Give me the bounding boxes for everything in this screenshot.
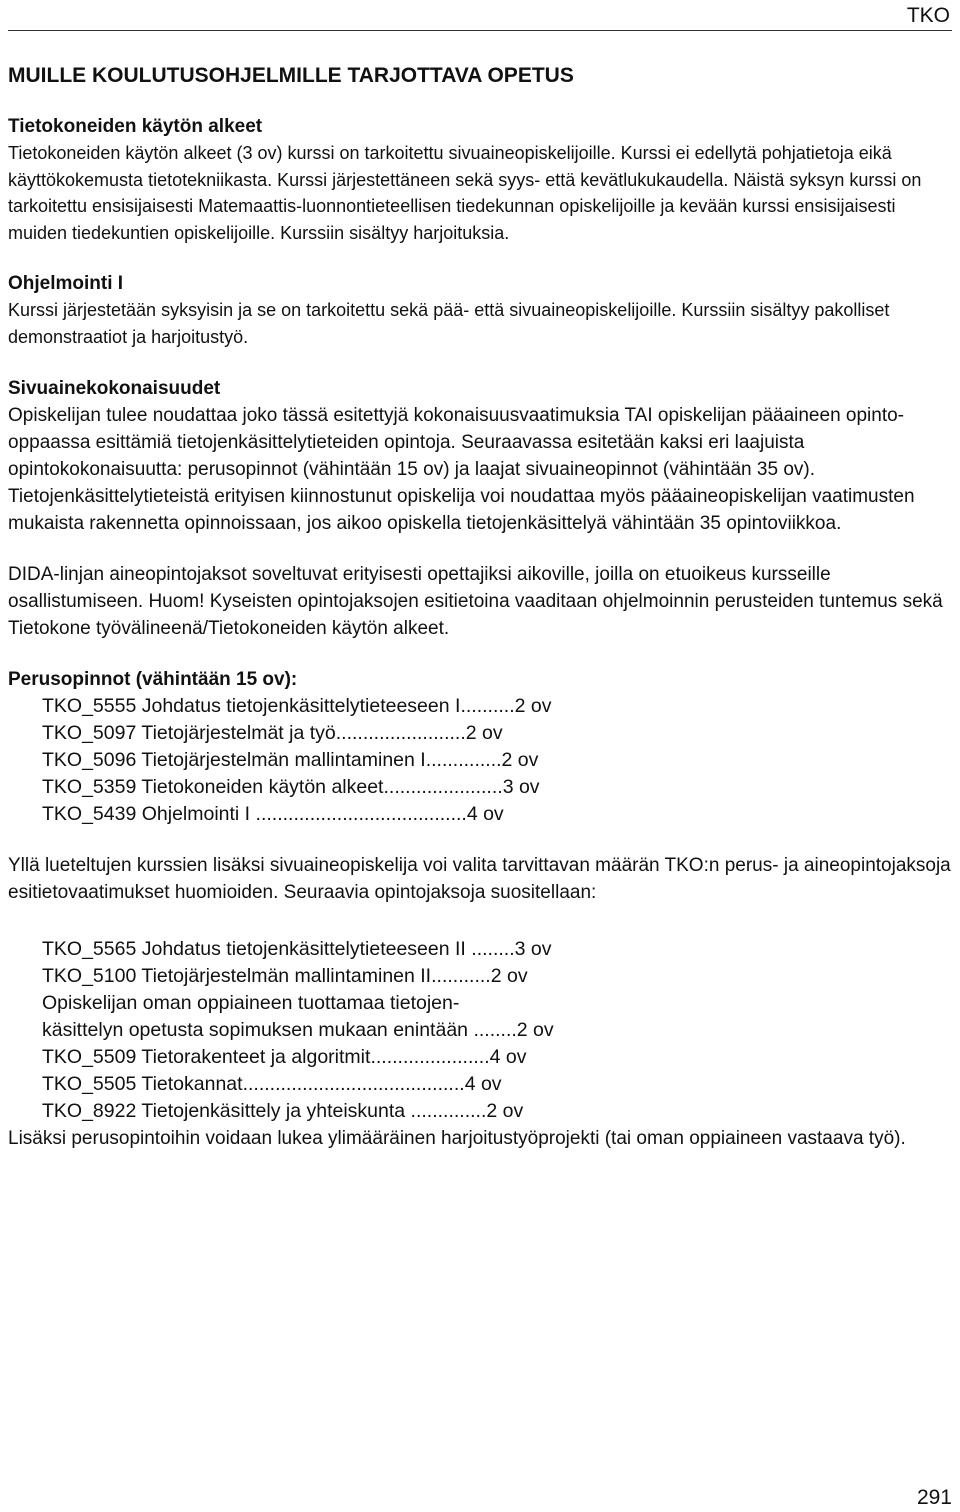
- section-paragraph-minor-studies: Opiskelijan tulee noudattaa joko tässä esitettyjä kokonaisuusvaatimuksia TAI opiskelijan pääaineen opinto-oppaassa esittämiä tietojenkäsittelytieteiden opintoja. Seuraavassa esitetään kaksi eri laajuista opintokokonaisuutta: perusopinnot (vähintään 15 ov) ja laajat sivuaineopinnot (vähintään 35 ov). Tietojenkäsittelytieteistä erityisen kiinnostunut opiskelija voi noudattaa myös pääaineopiskelijan vaatimusten mukaista rakennetta opinnoissaan, jos aikoo opiskella tietojenkäsittelyä vähintään 35 opintoviikkoa.: [8, 404, 915, 534]
- additional-courses-paragraph: Yllä lueteltujen kurssien lisäksi sivuaineopiskelija voi valita tarvittavan määrän TKO:n perus- ja aineopintojaksoja esitietovaatimukset huomioiden. Seuraavia opintojaksoja suositellaan:: [8, 854, 951, 903]
- list-item: [42, 1044, 952, 1071]
- recommended-courses-list: [8, 936, 952, 1125]
- list-item: [42, 1071, 952, 1098]
- leader-dots: ...........: [431, 964, 491, 987]
- course-credits: 2 ov: [490, 964, 528, 987]
- leader-dots: ..............: [425, 748, 502, 771]
- course-name: Opiskelijan oman oppiaineen tuottamaa tietojen-: [42, 991, 460, 1014]
- page-number: 291: [916, 1486, 952, 1509]
- course-credits: 2 ov: [516, 1018, 554, 1041]
- course-credits: 4 ov: [464, 1072, 502, 1095]
- course-credits: 2 ov: [501, 748, 539, 771]
- course-credits: 3 ov: [514, 937, 552, 960]
- section-paragraph-programming: Kurssi järjestetään syksyisin ja se on tarkoitettu sekä pää- että sivuaineopiskelijoille. Kurssiin sisältyy pakolliset demonstraatiot ja harjoitustyö.: [8, 300, 890, 347]
- leader-dots: ......................: [383, 775, 503, 798]
- leader-dots: .........................................: [242, 1072, 465, 1095]
- course-credits: 4 ov: [489, 1045, 527, 1068]
- document-body: [8, 62, 952, 1152]
- list-item: [42, 693, 952, 720]
- section-paragraph-basics: Tietokoneiden käytön alkeet (3 ov) kurssi on tarkoitettu sivuaineopiskelijoille. Kurssi ei edellytä pohjatietoja eikä käyttökokemusta tietotekniikasta. Kurssi järjestettäneen sekä syys- että kevätlukukaudella. Näistä syksyn kurssi on tarkoitettu ensisijaisesti Matemaattis-luonnontieteellisen tiedekunnan opiskelijoille ja kevään kurssi ensisijaisesti muiden tiedekuntien opiskelijoille. Kurssiin sisältyy harjoituksia.: [8, 143, 922, 243]
- leader-dots: .......................................: [255, 802, 467, 825]
- course-name: TKO_5509 Tietorakenteet ja algoritmit: [42, 1045, 371, 1068]
- course-name: TKO_5565 Johdatus tietojenkäsittelytieteeseen II: [42, 937, 472, 960]
- basic-studies-title: Perusopinnot (vähintään 15 ov):: [8, 668, 298, 690]
- list-item: [42, 774, 952, 801]
- course-name: TKO_5100 Tietojärjestelmän mallintaminen II: [42, 964, 432, 987]
- course-name: TKO_5555 Johdatus tietojenkäsittelytieteeseen I: [42, 694, 461, 717]
- list-item: [42, 720, 952, 747]
- document-title: MUILLE KOULUTUSOHJELMILLE TARJOTTAVA OPETUS: [8, 64, 574, 87]
- leader-dots: ......................: [370, 1045, 490, 1068]
- closing-paragraph: Lisäksi perusopintoihin voidaan lukea ylimääräinen harjoitustyöprojekti (tai oman oppiaineen vastaava työ).: [8, 1127, 906, 1149]
- course-name: TKO_5097 Tietojärjestelmät ja työ: [42, 721, 336, 744]
- course-credits: 2 ov: [514, 694, 552, 717]
- course-credits: 2 ov: [486, 1099, 524, 1122]
- section-title-programming: Ohjelmointi I: [8, 273, 124, 295]
- list-item: [42, 990, 952, 1017]
- course-credits: 3 ov: [502, 775, 540, 798]
- dida-paragraph: DIDA-linjan aineopintojaksot soveltuvat erityisesti opettajiksi aikoville, joilla on etuoikeus kursseille osallistumiseen. Huom! Kyseisten opintojaksojen esitietoina vaaditaan ohjelmoinnin perusteiden tuntemus sekä Tietokone työvälineenä/Tietokoneiden käytön alkeet.: [8, 563, 943, 639]
- list-item: [42, 1098, 952, 1125]
- list-item: [42, 801, 952, 828]
- header-tag: TKO: [906, 4, 950, 27]
- leader-dots: ..........: [460, 694, 515, 717]
- leader-dots: ........: [471, 937, 515, 960]
- list-item: [42, 1017, 952, 1044]
- basic-studies-list: [8, 693, 952, 828]
- section-title-minor-studies: Sivuainekokonaisuudet: [8, 377, 221, 399]
- leader-dots: ........: [473, 1018, 517, 1041]
- course-name: TKO_5505 Tietokannat: [42, 1072, 243, 1095]
- leader-dots: ........................: [335, 721, 466, 744]
- leader-dots: ..............: [410, 1099, 487, 1122]
- course-credits: 4 ov: [466, 802, 504, 825]
- list-item: [42, 747, 952, 774]
- list-item: [42, 963, 952, 990]
- course-name: TKO_8922 Tietojenkäsittely ja yhteiskunta: [42, 1099, 411, 1122]
- course-name: TKO_5359 Tietokoneiden käytön alkeet: [42, 775, 384, 798]
- course-credits: 2 ov: [465, 721, 503, 744]
- course-name: TKO_5096 Tietojärjestelmän mallintaminen I: [42, 748, 426, 771]
- page-header: [8, 0, 952, 31]
- section-title-basics: Tietokoneiden käytön alkeet: [8, 116, 263, 137]
- course-name: käsittelyn opetusta sopimuksen mukaan enintään: [42, 1018, 474, 1041]
- list-item: [42, 936, 952, 963]
- course-name: TKO_5439 Ohjelmointi I: [42, 802, 256, 825]
